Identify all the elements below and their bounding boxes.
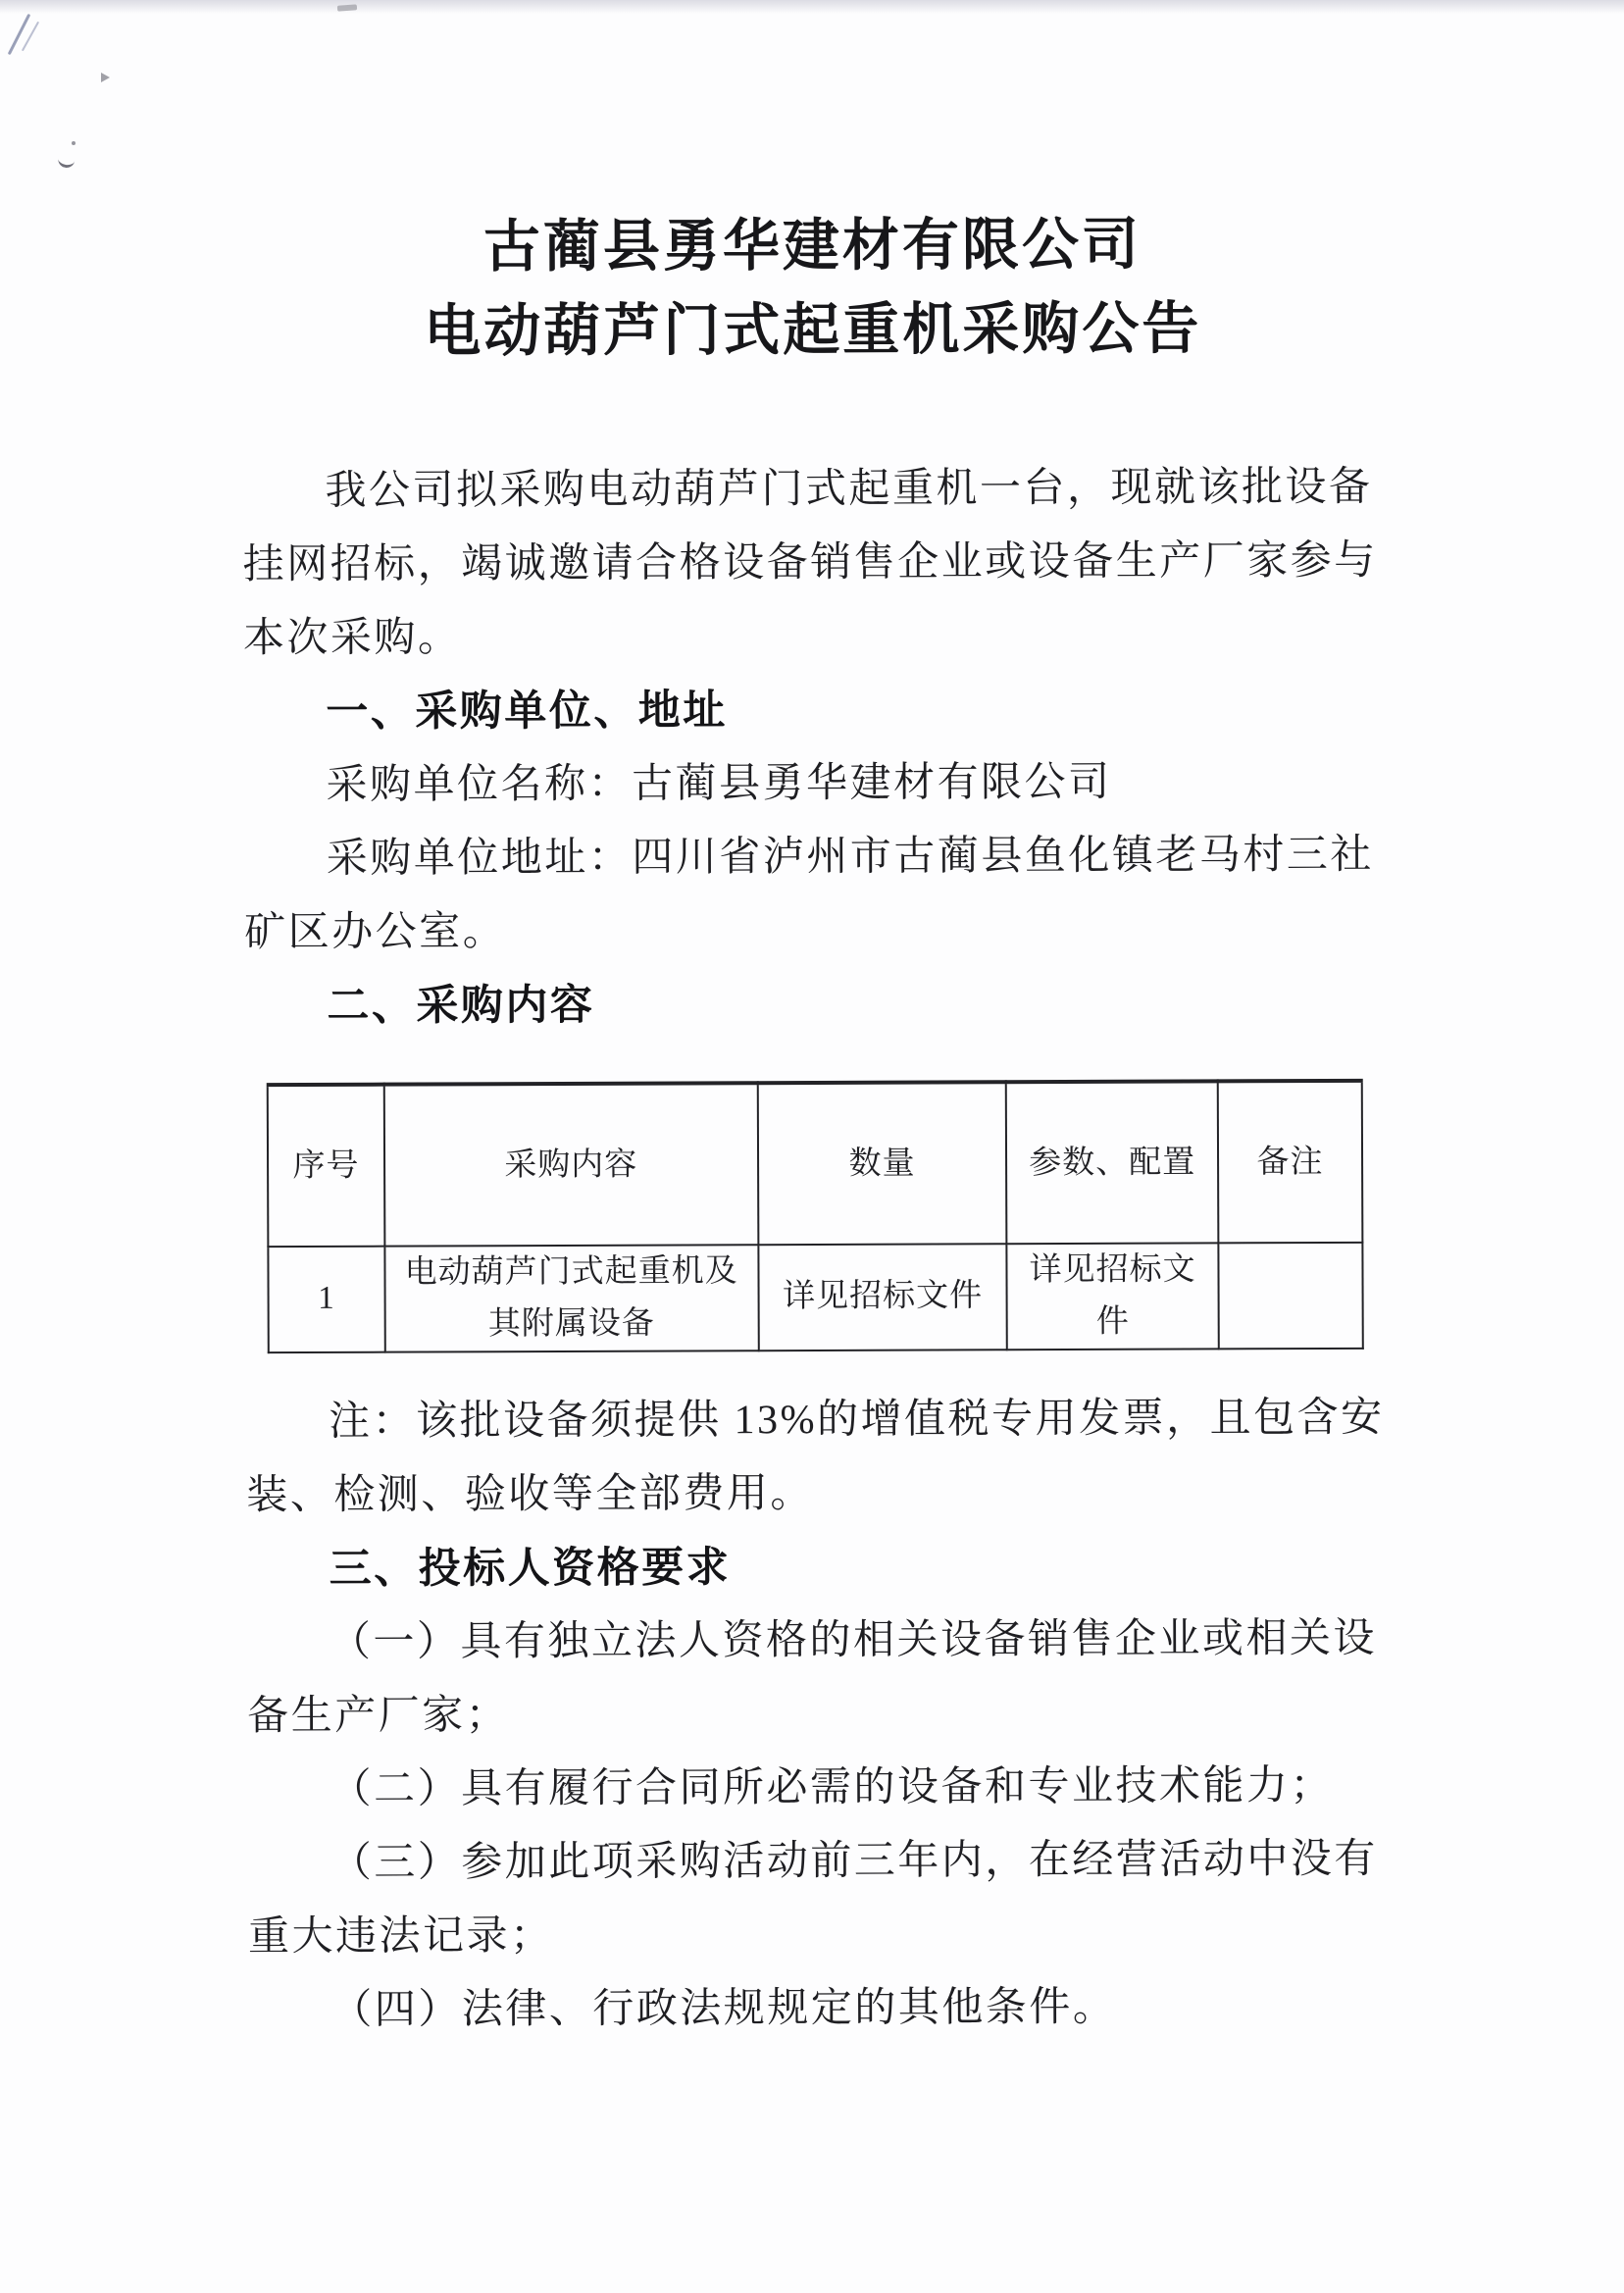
qualification-item-line: （四）法律、行政法规规定的其他条件。 — [330, 1984, 1117, 2033]
qualification-item-line: 重大违法记录； — [248, 1912, 554, 1960]
table-cell-content: 电动葫芦门式起重机及其附属设备 — [384, 1245, 758, 1351]
table-cell-params: 详见招标文件 — [1007, 1243, 1219, 1349]
qualification-item-line: 备生产厂家； — [247, 1692, 510, 1739]
qualification-item-line: （二）具有履行合同所必需的设备和专业技术能力； — [330, 1762, 1335, 1812]
section-1-heading: 一、采购单位、地址 — [326, 687, 728, 736]
table-cell-seq: 1 — [268, 1247, 384, 1352]
intro-line: 我公司拟采购电动葫芦门式起重机一台，现就该批设备 — [325, 464, 1373, 514]
section-3-heading: 三、投标人资格要求 — [329, 1543, 732, 1593]
intro-line: 挂网招标，竭诚邀请合格设备销售企业或设备生产厂家参与 — [242, 537, 1378, 588]
purchaser-name-line: 采购单位名称：古蔺县勇华建材有限公司 — [326, 759, 1112, 808]
table-row — [268, 1243, 1362, 1352]
table-header-cell: 备注 — [1218, 1081, 1363, 1244]
table-header-row — [268, 1081, 1363, 1247]
table-note-line: 装、检测、验收等全部费用。 — [246, 1470, 814, 1518]
section-2-heading: 二、采购内容 — [327, 981, 595, 1030]
table-header-cell: 参数、配置 — [1006, 1081, 1218, 1244]
document-body — [242, 451, 1390, 2048]
table-header-cell: 采购内容 — [384, 1083, 758, 1246]
procurement-table — [267, 1079, 1364, 1353]
table-note-line: 注：该批设备须提供 13%的增值税专用发票，且包含安 — [328, 1395, 1385, 1445]
document-title-line-1: 古蔺县勇华建材有限公司 — [482, 212, 1142, 280]
qualification-item-line: （一）具有独立法人资格的相关设备销售企业或相关设 — [329, 1615, 1378, 1665]
intro-line: 本次采购。 — [242, 615, 462, 662]
purchaser-address-line: 矿区办公室。 — [244, 909, 507, 956]
qualification-item-line: （三）参加此项采购活动前三年内，在经营活动中没有 — [330, 1836, 1378, 1886]
table-header-cell: 序号 — [268, 1085, 384, 1247]
document-title-line-2: 电动葫芦门式起重机采购公告 — [424, 296, 1202, 364]
purchaser-address-line: 采购单位地址：四川省泸州市古蔺县鱼化镇老马村三社 — [326, 832, 1374, 882]
table-header-cell: 数量 — [757, 1082, 1006, 1245]
table-cell-remark — [1218, 1243, 1363, 1349]
table-cell-quantity: 详见招标文件 — [758, 1244, 1007, 1350]
